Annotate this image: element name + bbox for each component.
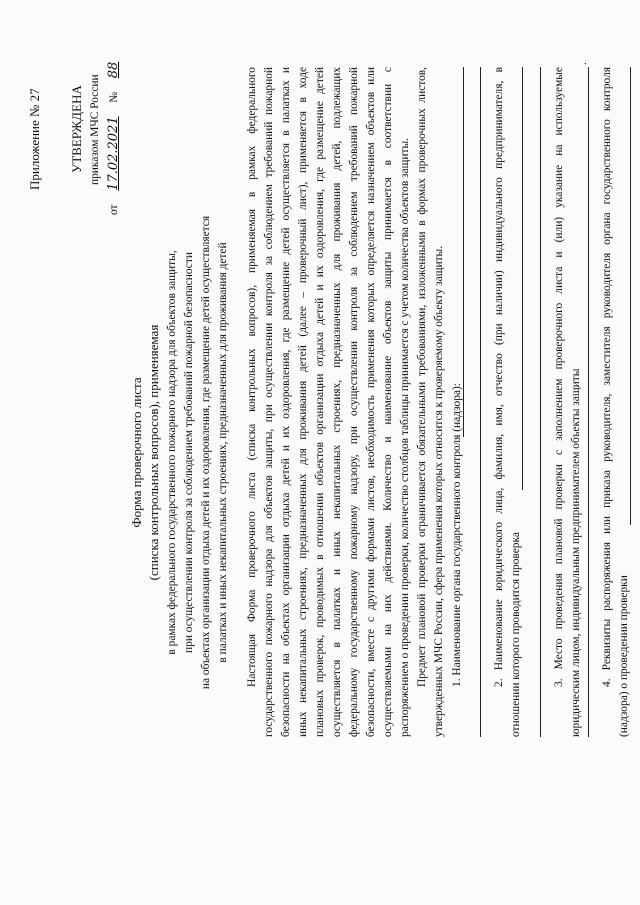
form-subtitle-1: (списка контрольных вопросов), применяемая	[146, 324, 161, 581]
item-2-line-1: 2. Наименование юридического лица, фамилия, имя, отчество (при наличии) индивидуального предпринимателя, в	[493, 67, 505, 687]
item-3-line-1: 3. Место проведения плановой проверки с заполнением проверочного листа и (или) указание на используемые	[553, 67, 565, 687]
form-subtitle-3: при осуществлении контроля за соблюдением требований пожарной безопасности	[183, 252, 195, 653]
item-2-line-2: отношении которого проводится проверка	[510, 532, 522, 737]
item-2-fill-line-2	[540, 67, 541, 737]
item-3-fill-line	[588, 67, 589, 737]
order-number: 88	[106, 61, 121, 79]
approved-label: УТВЕРЖДЕНА	[69, 85, 84, 173]
item-3-period: .	[577, 62, 589, 65]
p1-line-3: безопасности на объектах организации отдыха детей и их оздоровления, где размещение детей осуществляется в палатках и	[280, 67, 292, 737]
form-subtitle-2: в рамках федерального государственного пожарного надзора для объектов защиты,	[166, 250, 178, 655]
order-date-line	[107, 51, 121, 215]
p1-line-7: федеральному государственному пожарному надзору, при осуществлении контроля за соблюдением требований пожарной	[348, 67, 360, 737]
item-1-fill-line-2	[480, 67, 481, 737]
order-label: приказом МЧС России	[89, 74, 101, 185]
item-4-line-2: (надзора) о проведении проверки	[618, 575, 630, 737]
p1-line-2: государственного пожарного надзора для объектов защиты, при осуществлении контроля за соблюдением требований пожарной	[263, 67, 275, 737]
appendix-label: Приложение № 27	[27, 88, 42, 190]
item-3-line-2: юридическим лицом, индивидуальным предпринимателем объекты защиты	[570, 368, 582, 737]
date-prefix: от	[108, 204, 120, 215]
number-prefix: №	[108, 91, 120, 103]
form-subtitle-5: в палатках и иных некапитальных строениях, предназначенных для проживания детей	[217, 242, 229, 663]
item-1-label: 1. Наименование органа государственного контроля (надзора):	[451, 383, 463, 687]
p2-line-2: утвержденных МЧС России, сфера применения которых относится к проверяемому объекту защиты.	[433, 245, 445, 737]
p2-line-1: Предмет плановой проверки ограничивается обязательными требованиями, изложенными в формах проверочных листов,	[416, 67, 428, 687]
p1-line-6: осуществляется в палатках и иных некапитальных строениях, предназначенных для проживания детей, подлежащих	[331, 67, 343, 737]
form-subtitle-4: на объектах организации отдыха детей и их оздоровления, где размещение детей осуществляется	[200, 215, 212, 690]
p1-line-1: Настоящая Форма проверочного листа (списка контрольных вопросов), применяемая в рамках федерального	[246, 67, 258, 687]
p1-line-5: плановых проверок, проводимых в отношении объектов организации отдыха детей и их оздоровления, где размещение детей	[314, 67, 326, 737]
form-title: Форма проверочного листа	[129, 377, 144, 528]
p1-line-8: безопасности, вместе с другими формами листов, необходимость применения которых определяется назначением объектов или	[365, 67, 377, 737]
p1-line-4: иных некапитальных строениях, предназначенных для проживания детей (далее – проверочный лист), применяется в ходе	[297, 67, 309, 737]
item-4-fill-line	[630, 67, 631, 525]
item-1-fill-line	[463, 67, 464, 437]
order-date: 17.02.2021	[106, 116, 121, 191]
p1-line-10: распоряжением о проведении проверки, количество столбцов таблицы принимается с учетом количества объектов защиты.	[399, 138, 411, 737]
p1-line-9: осуществляемыми на них действиями. Количество и наименование объектов защиты принимается в соответствии с	[382, 67, 394, 737]
item-4-line-1: 4. Реквизиты распоряжения или приказа руководителя, заместителя руководителя органа государственного контроля	[601, 67, 613, 687]
item-2-fill-line	[522, 67, 523, 490]
